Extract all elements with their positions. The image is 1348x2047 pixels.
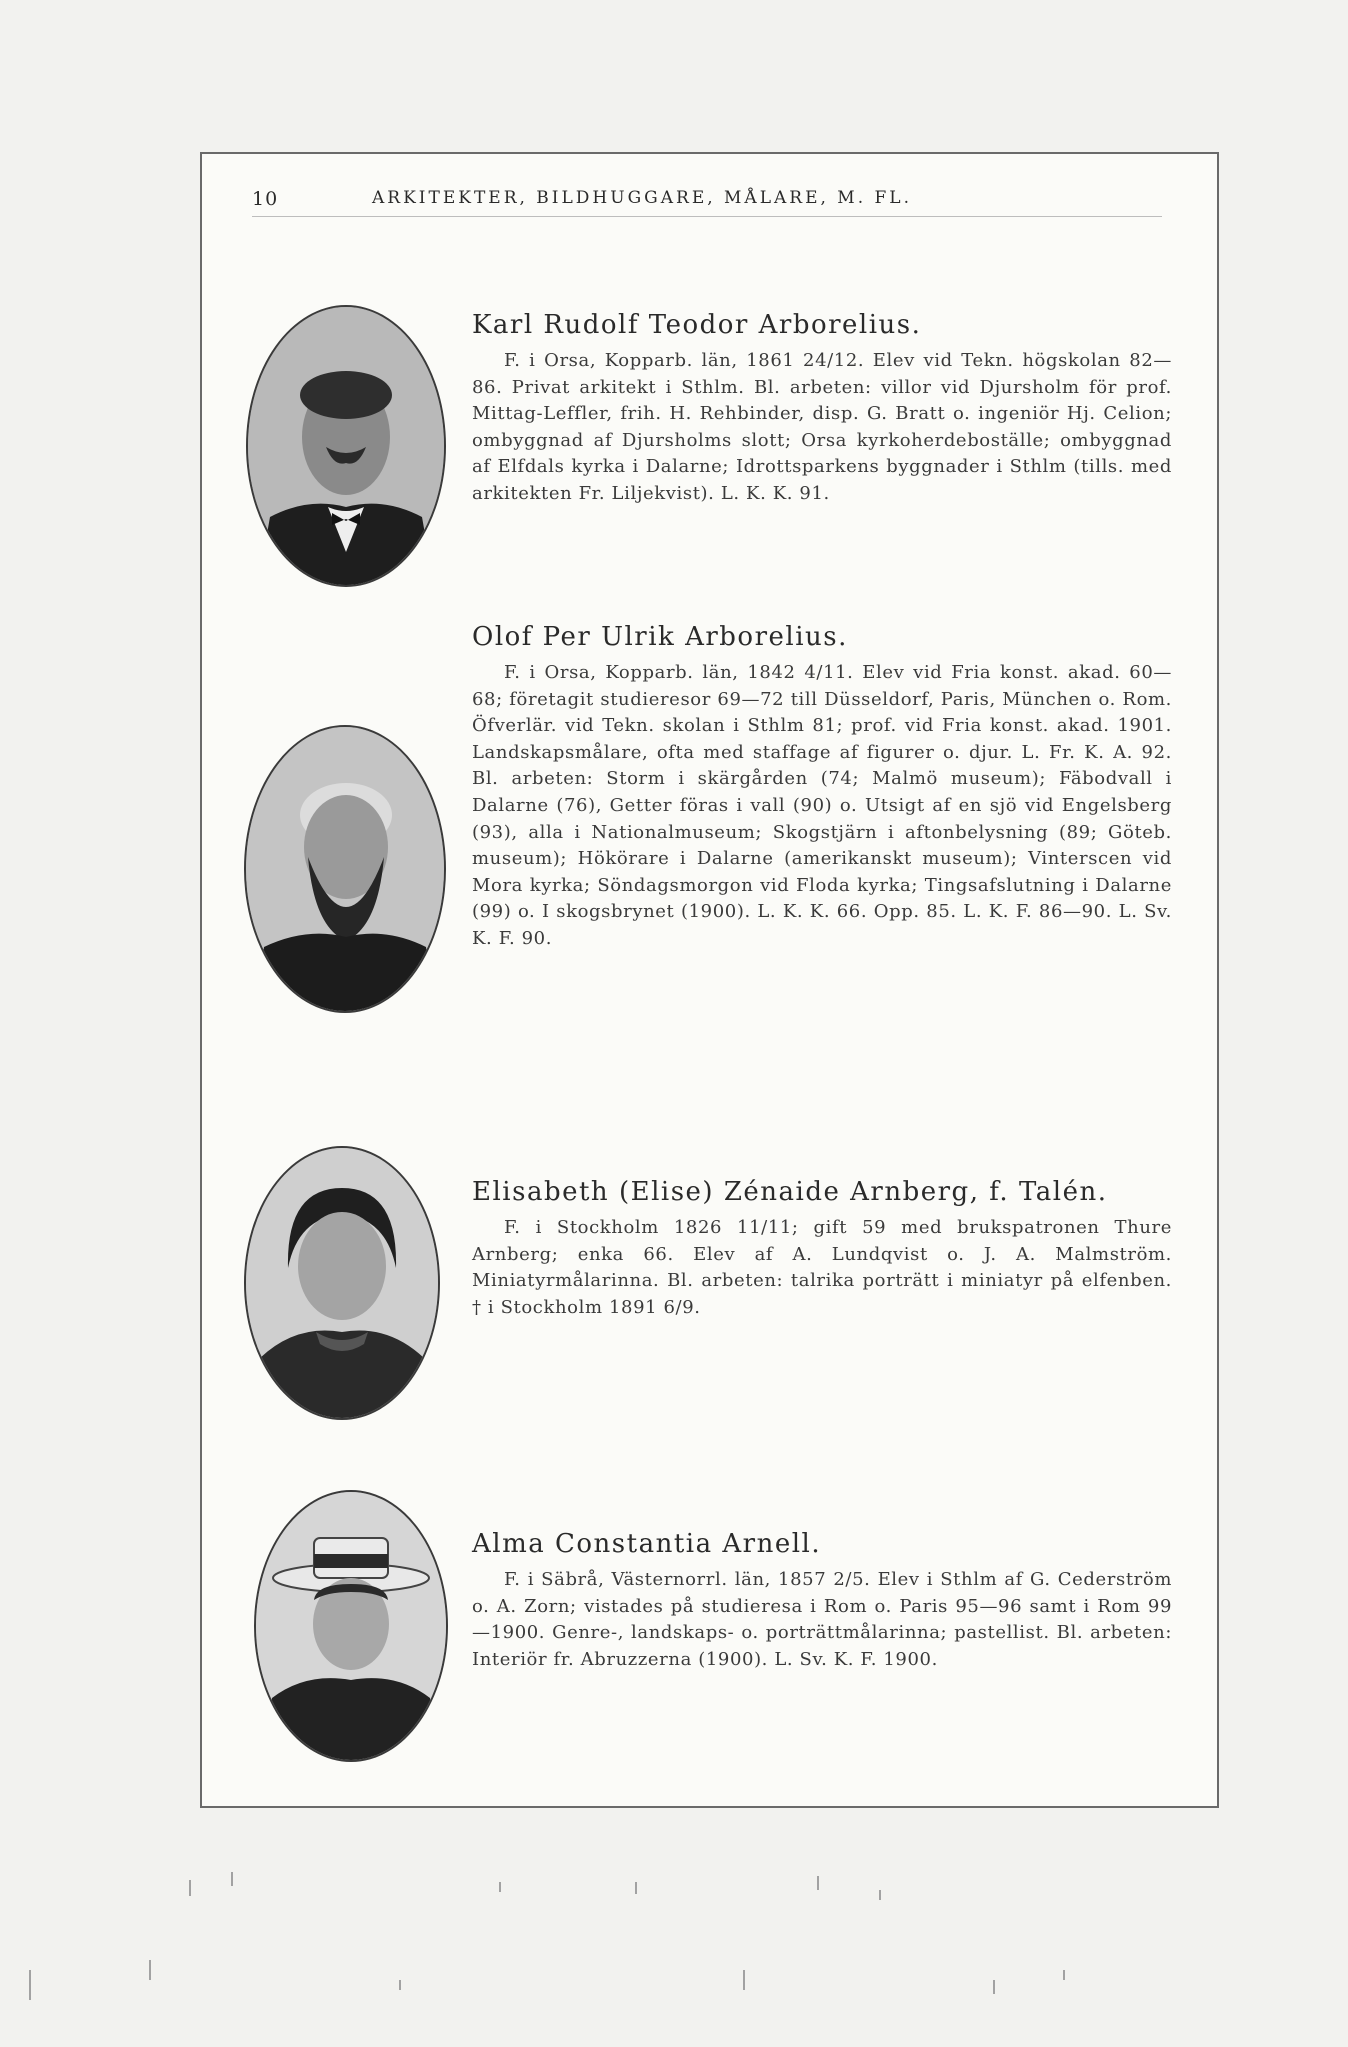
entry-text <box>472 620 1172 953</box>
person-name: Karl Rudolf Teodor Arborelius. <box>472 310 922 340</box>
person-name: Elisabeth (Elise) Zénaide Arnberg, f. Talén. <box>472 1177 1108 1207</box>
entry-body: F. i Orsa, Kopparb. län, 1861 24/12. Elev vid Tekn. högskolan 82—86. Privat arkitekt i Sthlm. Bl. arbeten: villor vid Djursholm för prof. Mittag-Leffler, frih. H. Rehbinder, disp. G. Bratt o. ingeniör Hj. Celion; ombyggnad af Djursholms slott; Orsa kyrkoherdeboställe; ombyggnad af Elfdals kyrka i Dalarne; Idrottsparkens byggnader i Sthlm (tills. med arkitekten Fr. Liljekvist). L. K. K. 91. <box>472 350 1172 504</box>
scan-artifacts <box>0 1820 1348 2047</box>
entry-body: F. i Orsa, Kopparb. län, 1842 4/11. Elev vid Fria konst. akad. 60—68; företagit studieresor 69—72 till Düsseldorf, Paris, München o. Rom. Öfverlär. vid Tekn. skolan i Sthlm 81; prof. vid Fria konst. akad. 1901. Landskapsmålare, ofta med staffage af figurer o. djur. L. Fr. K. A. 92. Bl. arbeten: Storm i skärgården (74; Malmö museum); Fäbodvall i Dalarne (76), Getter föras i vall (90) o. Utsigt af en sjö vid Engelsberg (93), alla i Nationalmuseum; Skogstjärn i aftonbelysning (89; Göteb. museum); Hökörare i Dalarne (amerikanskt museum); Vinterscen vid Mora kyrka; Söndagsmorgon vid Floda kyrka; Tingsafslutning i Dalarne (99) o. I skogsbrynet (1900). L. K. K. 66. Opp. 85. L. K. F. 86—90. L. Sv. K. F. 90. <box>472 662 1172 949</box>
portrait-photo <box>244 725 446 1013</box>
portrait-photo <box>244 1146 440 1420</box>
entry-text <box>472 1527 1172 1673</box>
running-head <box>252 186 1162 217</box>
entry-body: F. i Stockholm 1826 11/11; gift 59 med brukspatronen Thure Arnberg; enka 66. Elev af A. Lundqvist o. J. A. Malmström. Miniatyrmålarinna. Bl. arbeten: talrika porträtt i miniatyr på elfenben. † i Stockholm 1891 6/9. <box>472 1217 1172 1318</box>
entry-body: F. i Säbrå, Västernorrl. län, 1857 2/5. Elev i Sthlm af G. Cederström o. A. Zorn; vistades på studieresa i Rom o. Paris 95—96 samt i Rom 99—1900. Genre-, landskaps- o. porträttmålarinna; pastellist. Bl. arbeten: Interiör fr. Abruzzerna (1900). L. Sv. K. F. 1900. <box>472 1569 1172 1670</box>
person-name: Alma Constantia Arnell. <box>472 1529 822 1559</box>
entry-text <box>472 308 1172 508</box>
entry-text <box>472 1175 1172 1321</box>
header-title: ARKITEKTER, BILDHUGGARE, MÅLARE, M. FL. <box>372 188 912 208</box>
page-number: 10 <box>252 188 279 210</box>
portrait-photo <box>254 1490 448 1762</box>
person-name: Olof Per Ulrik Arborelius. <box>472 622 848 652</box>
portrait-photo <box>246 305 446 587</box>
